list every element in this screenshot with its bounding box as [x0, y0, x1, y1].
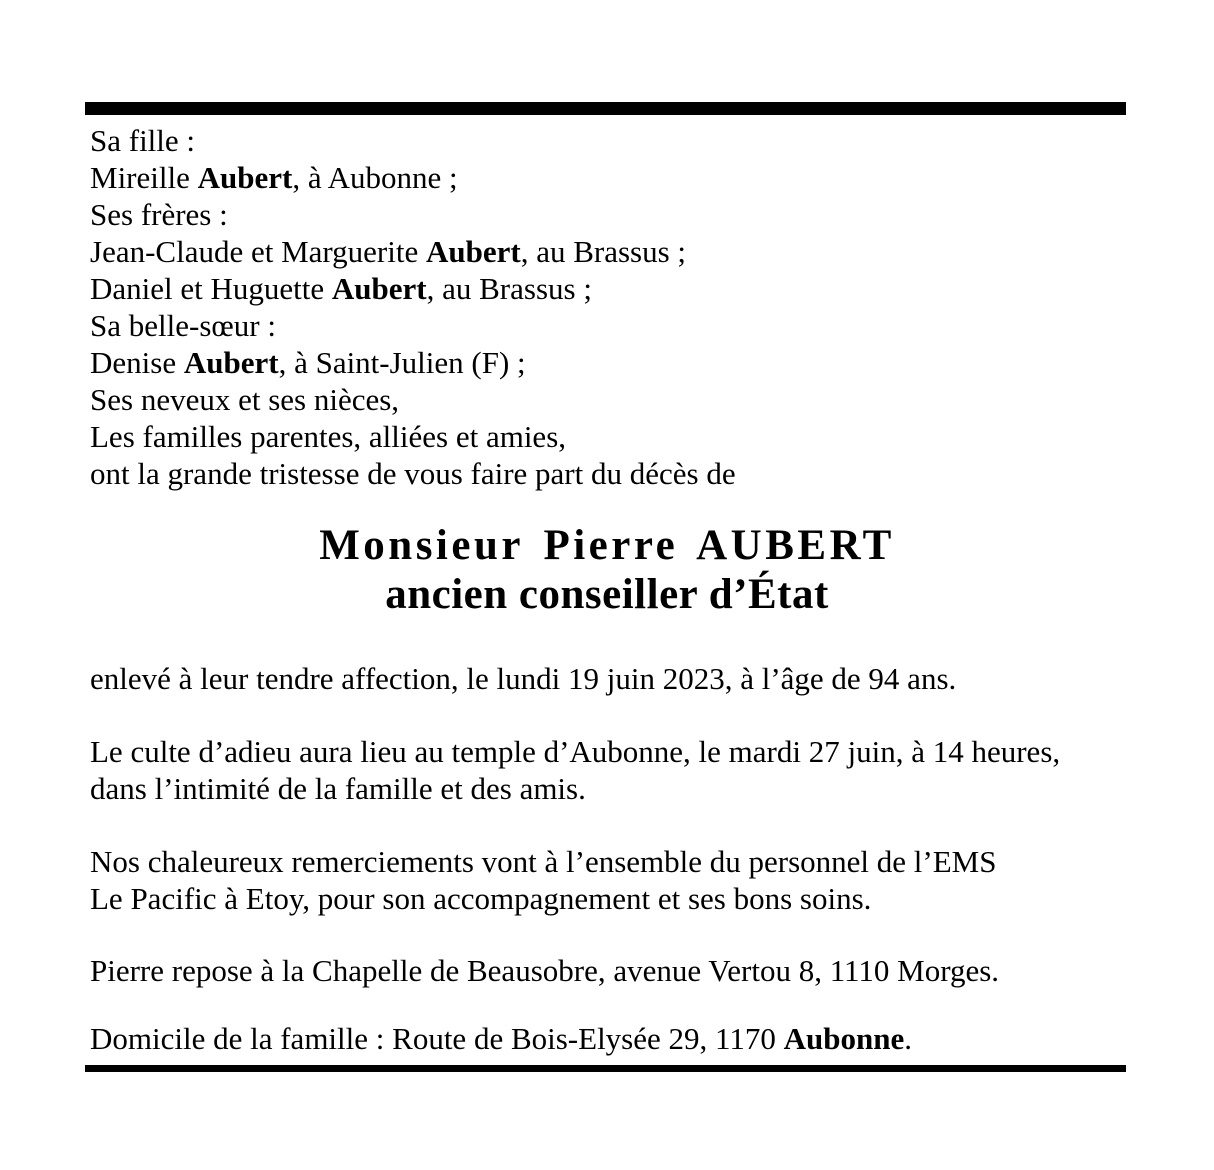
paragraph-family-address: [90, 1020, 912, 1057]
family-line: Daniel et Huguette Aubert, au Brassus ;: [90, 271, 592, 306]
family-line: Les familles parentes, alliées et amies,: [90, 419, 567, 454]
family-line: Denise Aubert, à Saint-Julien (F) ;: [90, 345, 526, 380]
paragraph-family-address-line: Domicile de la famille : Route de Bois-Elysée 29, 1170 Aubonne.: [90, 1021, 912, 1056]
deceased-former-office: ancien conseiller d’État: [385, 571, 829, 618]
family-line: Ses frères :: [90, 197, 228, 232]
deceased-title-block: [0, 521, 1214, 619]
family-line: Sa fille :: [90, 123, 196, 158]
paragraph-death: [90, 660, 956, 697]
paragraph-repose: [90, 952, 999, 989]
paragraph-thanks: [90, 843, 996, 917]
paragraph-death-line: enlevé à leur tendre affection, le lundi 19 juin 2023, à l’âge de 94 ans.: [90, 661, 957, 696]
family-line: ont la grande tristesse de vous faire part du décès de: [90, 456, 736, 491]
family-line: Jean-Claude et Marguerite Aubert, au Brassus ;: [90, 234, 687, 269]
paragraph-funeral-service: [90, 733, 1060, 807]
family-line: Ses neveux et ses nièces,: [90, 382, 400, 417]
paragraph-funeral-line: dans l’intimité de la famille et des amis.: [90, 771, 586, 806]
family-line: Mireille Aubert, à Aubonne ;: [90, 160, 458, 195]
paragraph-thanks-line: Nos chaleureux remerciements vont à l’ensemble du personnel de l’EMS: [90, 844, 997, 879]
paragraph-thanks-line: Le Pacific à Etoy, pour son accompagnement et ses bons soins.: [90, 881, 872, 916]
family-line: Sa belle-sœur :: [90, 308, 276, 343]
bottom-rule: [85, 1065, 1126, 1072]
deceased-name: Monsieur Pierre AUBERT: [319, 522, 895, 569]
paragraph-repose-line: Pierre repose à la Chapelle de Beausobre, avenue Vertou 8, 1110 Morges.: [90, 953, 1000, 988]
paragraph-funeral-line: Le culte d’adieu aura lieu au temple d’Aubonne, le mardi 27 juin, à 14 heures,: [90, 734, 1061, 769]
top-rule: [85, 102, 1126, 115]
family-list: [90, 122, 736, 492]
